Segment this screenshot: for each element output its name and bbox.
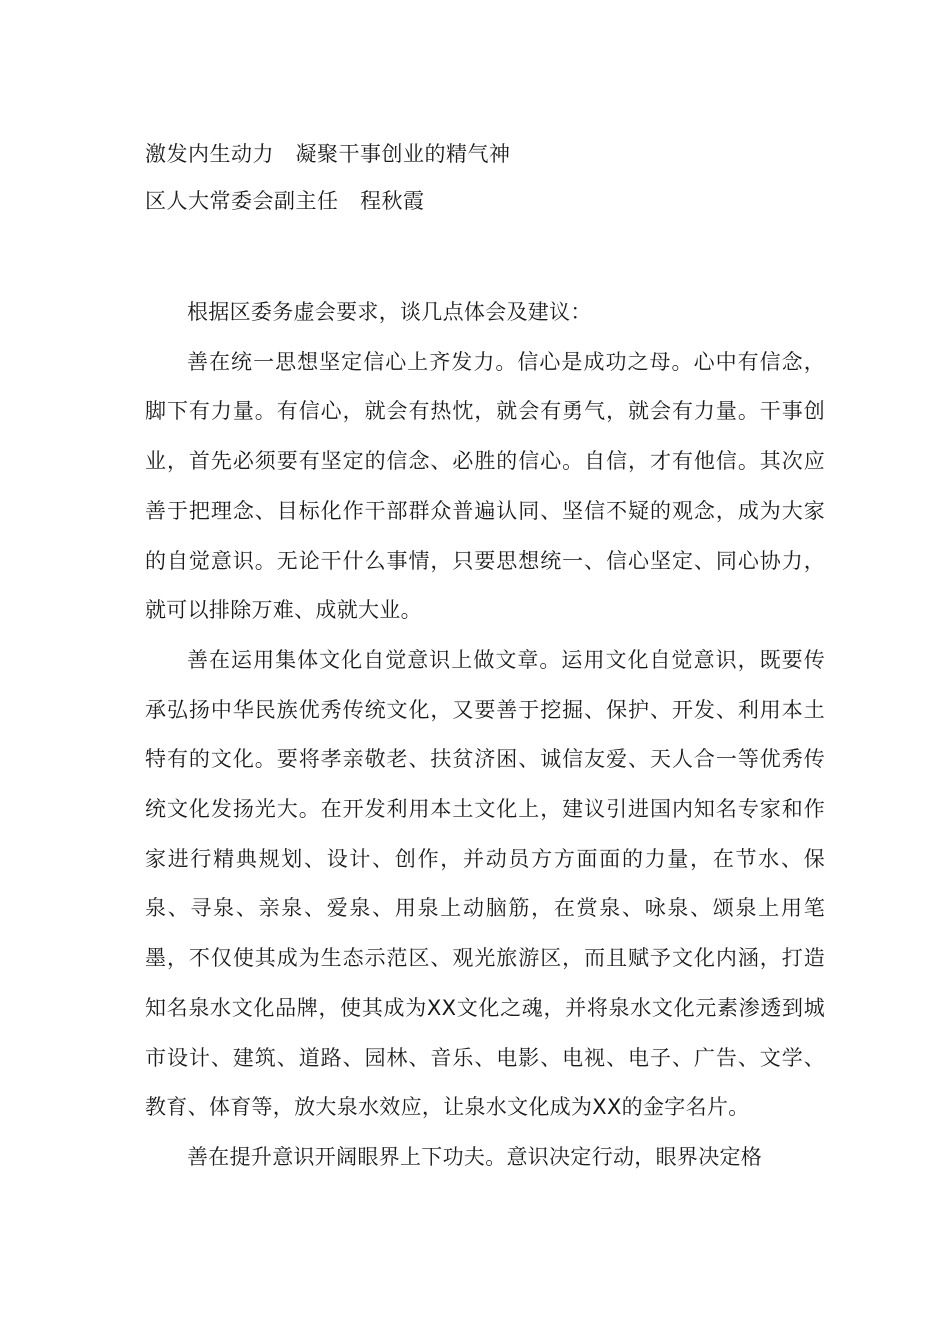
paragraph-intro: 根据区委务虚会要求，谈几点体会及建议： xyxy=(187,300,592,324)
paragraph-culture: 善在运用集体文化自觉意识上做文章。运用文化自觉意识，既要传承弘扬中华民族优秀传统文化，又要善于挖掘、保护、开发、利用本土特有的文化。要将孝亲敬老、扶贫济困、诚信友爱、天人合一等优秀传统文化发扬光大。在开发利用本土文化上，建议引进国内知名专家和作家进行精典规划、设计、创作，并动员方方面面的力量，在节水、保泉、寻泉、亲泉、爱泉、用泉上动脑筋，在赏泉、咏泉、颂泉上用笔墨，不仅使其成为生态示范区、观光旅游区，而且赋予文化内涵，打造知名泉水文化品牌，使其成为XX文化之魂，并将泉水文化元素渗透到城市设计、建筑、道路、园林、音乐、电影、电视、电子、广告、文学、教育、体育等，放大泉水效应，让泉水文化成为XX的金字名片。 xyxy=(145,647,825,1120)
document-title: 激发内生动力 凝聚干事创业的精气神 xyxy=(145,142,511,166)
paragraph-confidence: 善在统一思想坚定信心上齐发力。信心是成功之母。心中有信念，脚下有力量。有信心，就会有热忱，就会有勇气，就会有力量。干事创业，首先必须要有坚定的信念、必胜的信心。自信，才有他信。其次应善于把理念、目标化作干部群众普遍认同、坚信不疑的观念，成为大家的自觉意识。无论干什么事情，只要思想统一、信心坚定、同心协力，就可以排除万难、成就大业。 xyxy=(145,349,825,623)
document-body xyxy=(145,288,825,1183)
author-line: 区人大常委会副主任 程秋霞 xyxy=(145,189,425,213)
paragraph-vision: 善在提升意识开阔眼界上下功夫。意识决定行动，眼界决定格 xyxy=(187,1144,763,1169)
